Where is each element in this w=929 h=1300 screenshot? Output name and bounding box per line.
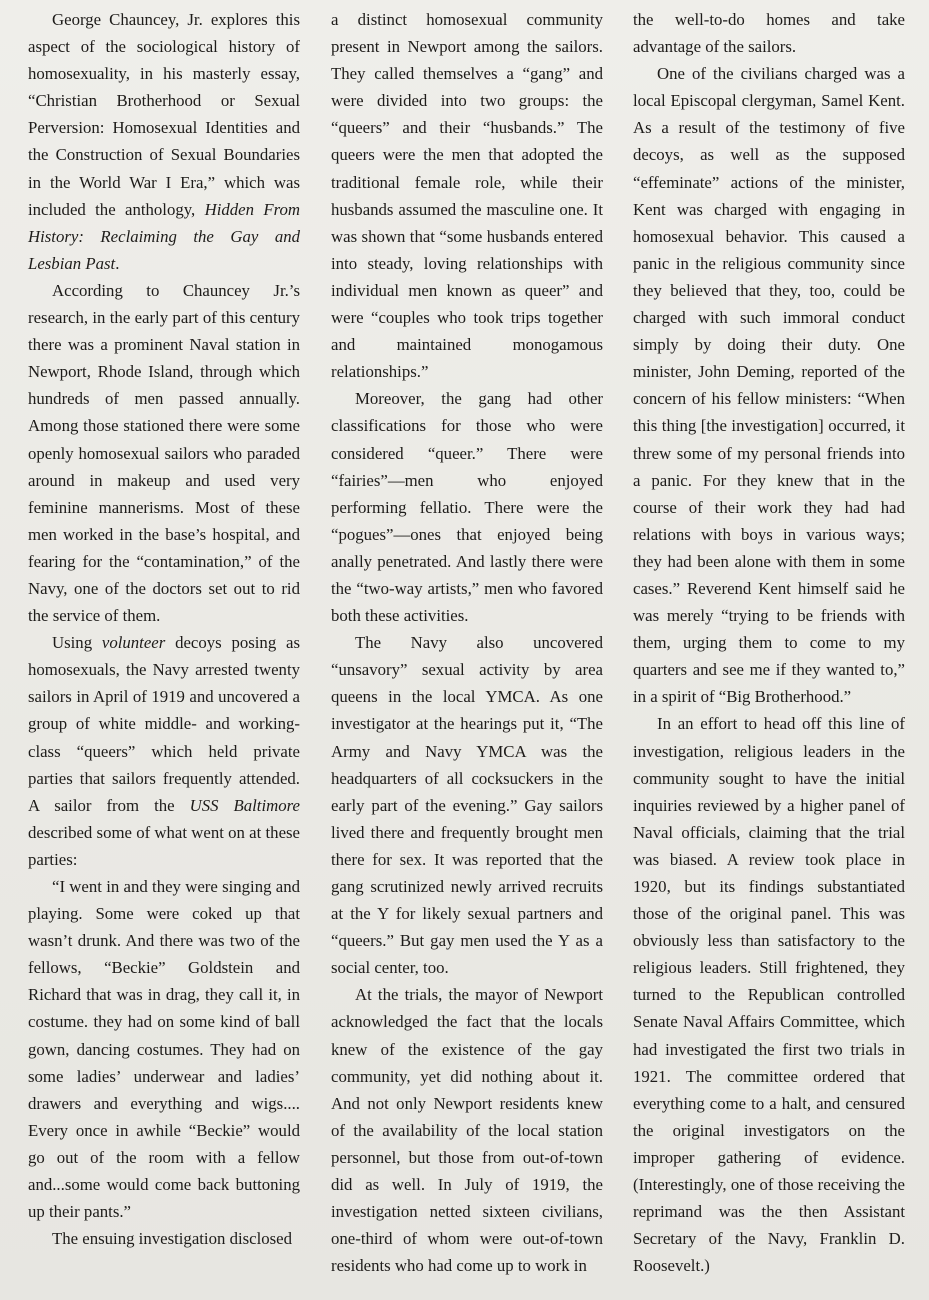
paragraph-text: a distinct homosexual community present in Newport among the sailors. They called themselves a “gang” and were divided into two groups: the “queers” and their “husbands.” The queers were the men that adopted the traditional female role, while their husbands assumed the masculine one. It was shown that “some husbands entered into steady, loving relationships with individual men known as queer” and were “couples who took trips together and maintained monogamous relationships.” [331, 10, 603, 382]
text-column-2 [331, 6, 603, 1279]
article-paragraph [331, 385, 603, 629]
paragraph-text: The ensuing investigation disclosed [52, 1229, 293, 1249]
article-paragraph [331, 629, 603, 981]
paragraph-text: In an effort to head off this line of investigation, religious leaders in the community sought to have the initial inquiries reviewed by a higher panel of Naval officials, claiming that the trial was biased. A review took place in 1920, but its findings substantiated those of the original panel. This was obviously less than satisfactory to the religious leaders. Still frightened, they turned to the Republican controlled Senate Naval Affairs Committee, which had investigated the first two trials in 1921. The committee ordered that everything come to a halt, and censured the original investigators on the improper gathering of evidence. (Interestingly, one of those receiving the reprimand was the then Assistant Secretary of the Navy, Franklin D. Roosevelt.) [633, 714, 905, 1276]
paragraph-text: the well-to-do homes and take advantage of the sailors. [633, 10, 905, 57]
article-paragraph [331, 6, 603, 385]
article-paragraph [28, 6, 300, 277]
paragraph-text: The Navy also uncovered “unsavory” sexual activity by area queens in the local YMCA. As one investigator at the hearings put it, “The Army and Navy YMCA was the headquarters of all cocksuckers in the early part of the evening.” Gay sailors lived there and frequently brought men there for sex. It was reported that the gang scrutinized newly arrived recruits at the Y for likely sexual partners and “queers.” But gay men used the Y as a social center, too. [331, 633, 603, 978]
paragraph-text: George Chauncey, Jr. explores this aspect of the sociological history of homosexuality, in his masterly essay, “Christian Brotherhood or Sexual Perversion: Homosexual Identities and the Construction of Sexual Boundaries in the World War I Era,” which was included the anthology, [28, 10, 300, 219]
paragraph-text: decoys posing as homosexuals, the Navy arrested twenty sailors in April of 1919 and uncovered a group of white middle- and working-class “queers” which held private parties that sailors frequently attended. A sailor from the [28, 633, 300, 815]
article-paragraph [28, 629, 300, 873]
paragraph-text: One of the civilians charged was a local Episcopal clergyman, Samel Kent. As a result of the testimony of five decoys, as well as the supposed “effeminate” actions of the minister, Kent was charged with engaging in homosexual behavior. This caused a panic in the religious community since they believed that they, too, could be charged with such immoral conduct simply by doing their duty. One minister, John Deming, reported of the concern of his fellow ministers: “When this thing [the investigation] occurred, it threw some of my personal friends into a panic. For they knew that in the course of their work they had had relations with boys in various ways; they had been alone with them in some cases.” Reverend Kent himself said he was merely “trying to be friends with them, urging them to come to my quarters and see me if they wanted to,” in a spirit of “Big Brotherhood.” [633, 64, 905, 707]
article-paragraph [28, 277, 300, 629]
article-paragraph [28, 1225, 300, 1252]
paragraph-text: According to Chauncey Jr.’s research, in the early part of this century there was a prominent Naval station in Newport, Rhode Island, through which hundreds of men passed annually. Among those stationed there were some openly homosexual sailors who paraded around in makeup and used very feminine mannerisms. Most of these men worked in the base’s hospital, and fearing for the “contamination,” of the Navy, one of the doctors set out to rid the service of them. [28, 280, 300, 626]
paragraph-text: . [115, 253, 120, 273]
paragraph-text: At the trials, the mayor of Newport acknowledged the fact that the locals knew of the existence of the gay community, yet did nothing about it. And not only Newport residents knew of the availability of the local station personnel, but those from out-of-town did as well. In July of 1919, the investigation netted sixteen civilians, one-third of whom were out-of-town residents who had come up to work in [331, 985, 603, 1276]
italic-title: volunteer [101, 633, 166, 653]
text-column-3 [633, 6, 905, 1279]
text-column-1 [28, 6, 300, 1252]
paragraph-text: “I went in and they were singing and playing. Some were coked up that wasn’t drunk. And there was two of the fellows, “Beckie” Goldstein and Richard that was in drag, they call it, in costume. they had on some kind of ball gown, dancing costumes. They had on some ladies’ underwear and ladies’ drawers and everything and wigs.... Every once in awhile “Beckie” would go out of the room with a fellow and...some would come back buttoning up their pants.” [28, 877, 300, 1222]
article-paragraph [28, 873, 300, 1225]
article-paragraph [331, 981, 603, 1279]
paragraph-text: Moreover, the gang had other classifications for those who were considered “queer.” There were “fairies”—men who enjoyed performing fellatio. There were the “pogues”—ones that enjoyed being anally penetrated. And lastly there were the “two-way artists,” men who favored both these activities. [331, 389, 603, 626]
italic-title: Hidden From History: Reclaiming the Gay and Lesbian Past [28, 199, 301, 273]
article-paragraph [633, 6, 905, 60]
paragraph-text: described some of what went on at these parties: [28, 822, 300, 869]
article-paragraph [633, 710, 905, 1279]
paragraph-text: Using [52, 633, 102, 653]
article-paragraph [633, 60, 905, 710]
italic-title: USS Baltimore [189, 795, 300, 815]
